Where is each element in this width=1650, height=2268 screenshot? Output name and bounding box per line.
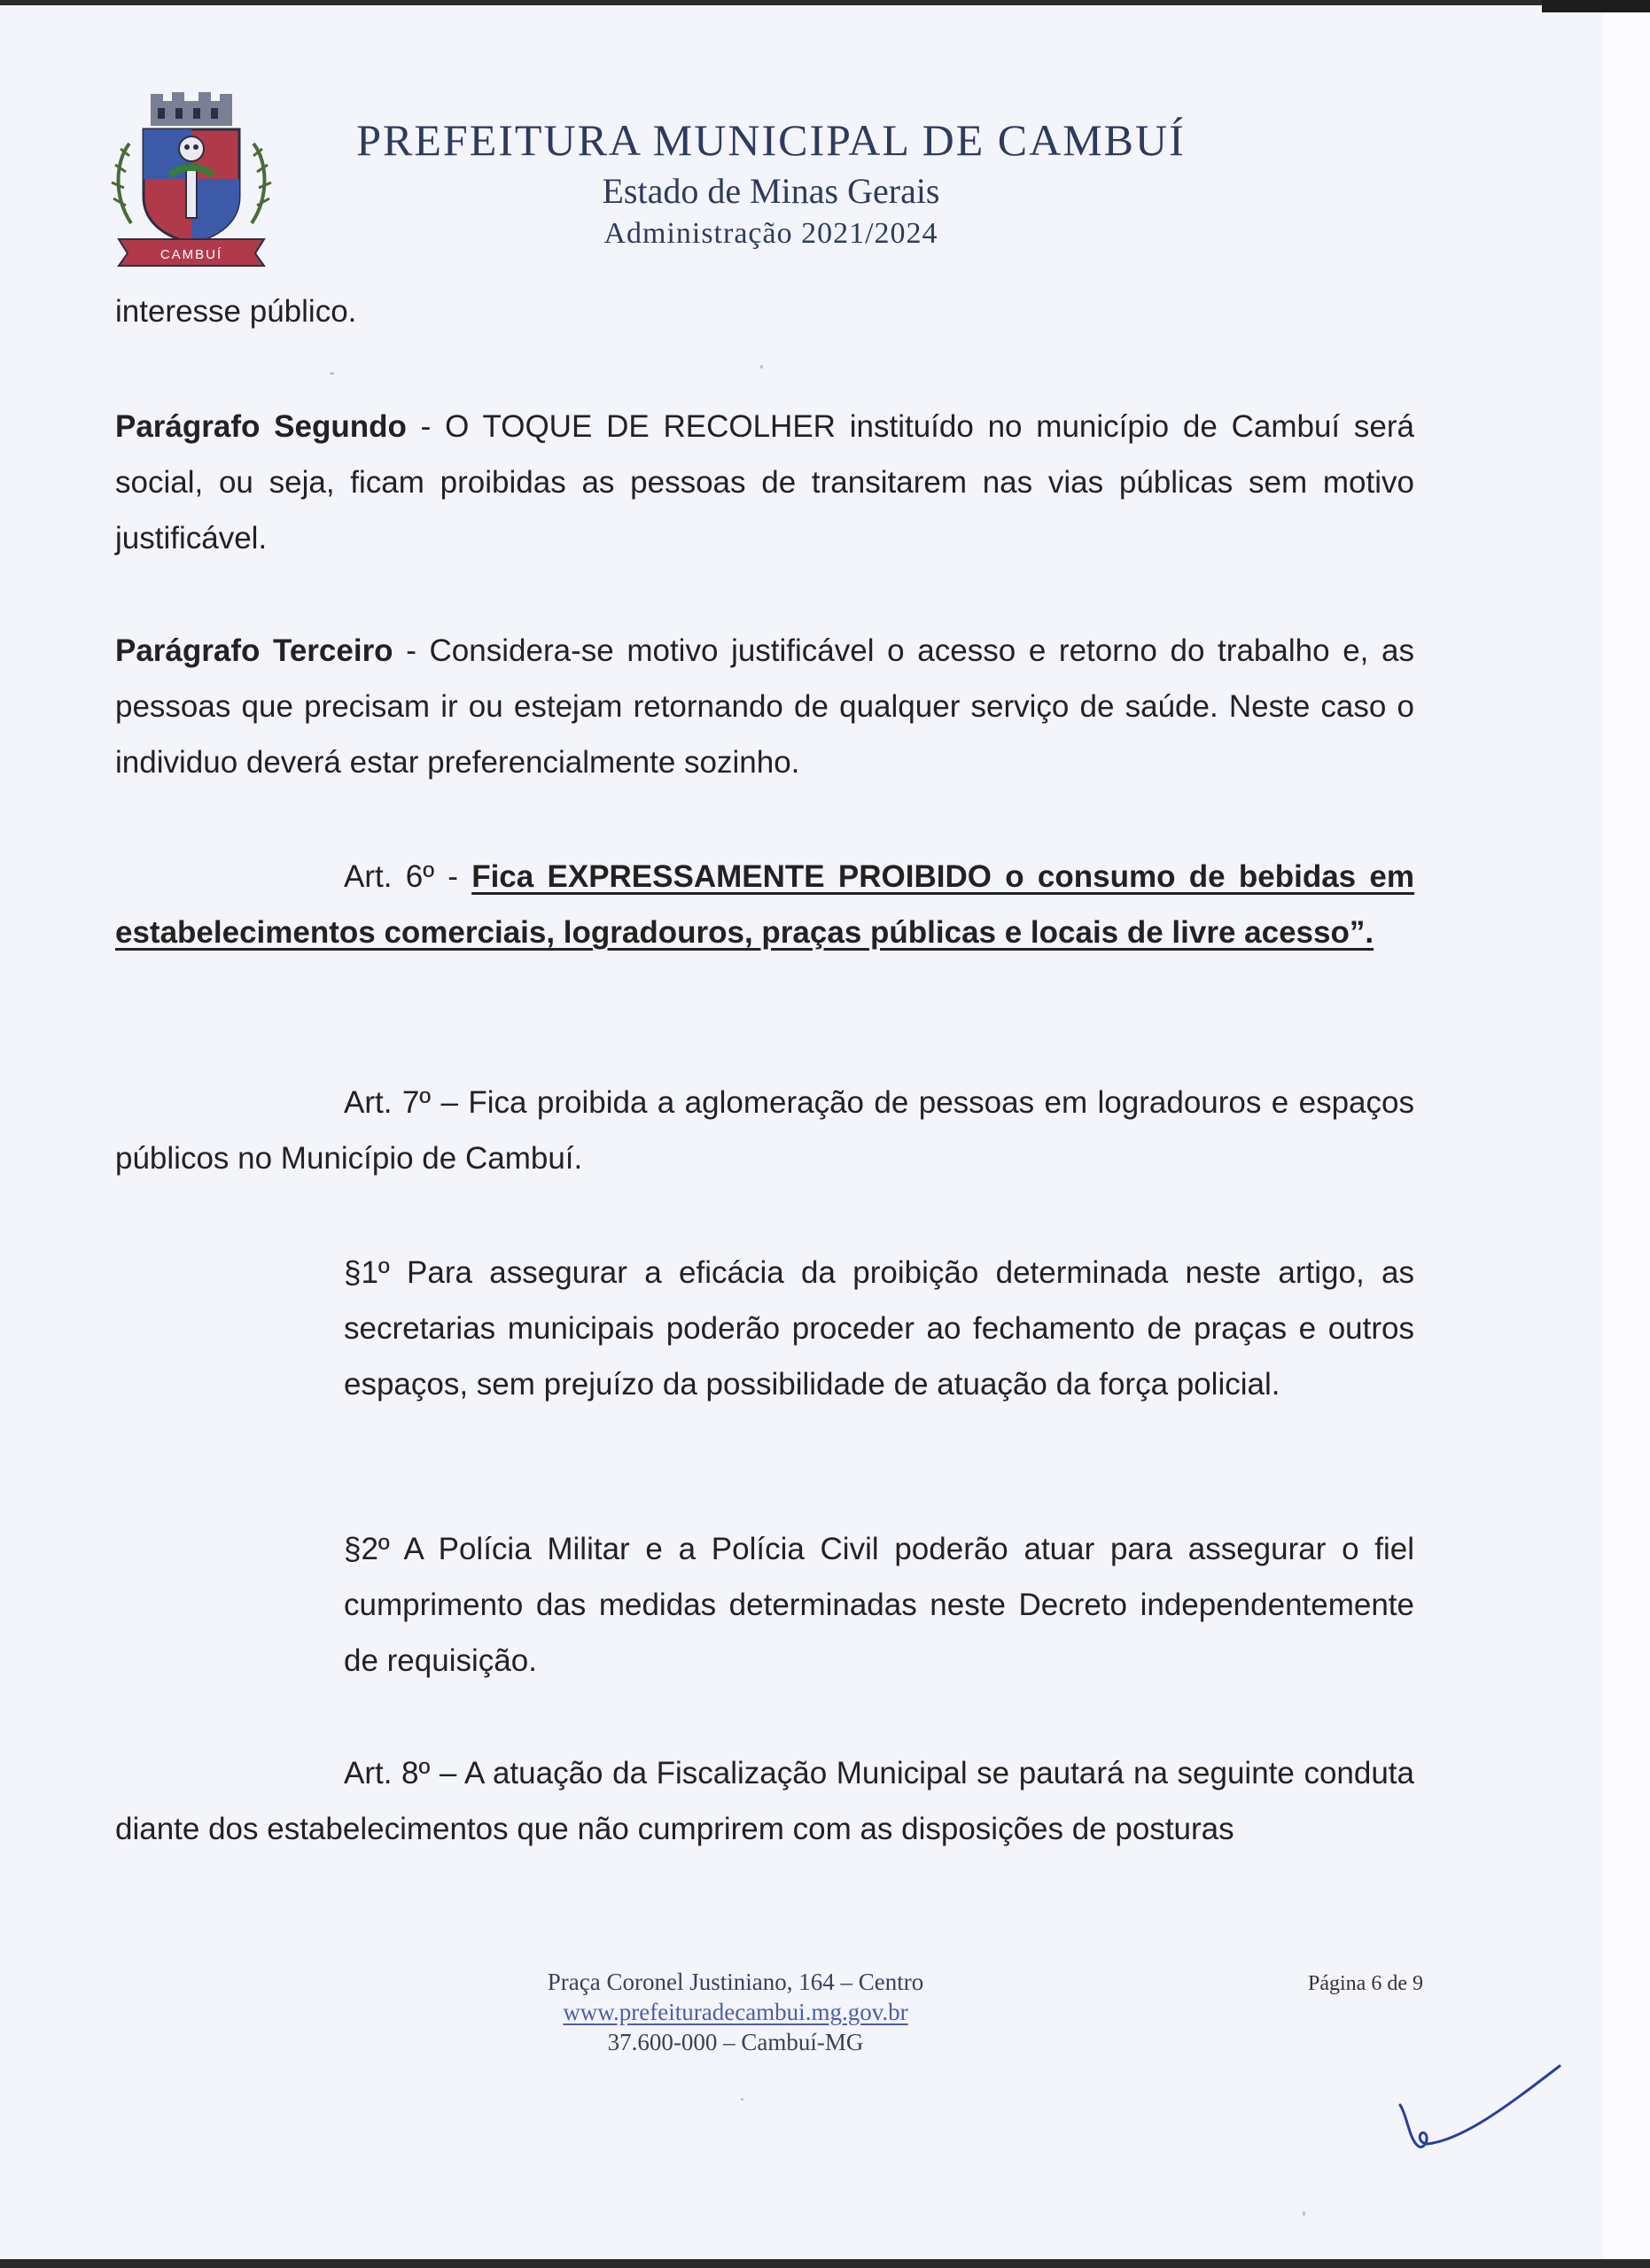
article-8-text: Art. 8º – A atuação da Fiscalização Municipal se pautará na seguinte conduta diante dos estabelecimentos que não cumprirem com as disposições de posturas [115, 1756, 1414, 1846]
article-6 [115, 849, 1414, 960]
paragraph-third [115, 623, 1414, 790]
article-7 [115, 1075, 1414, 1186]
coat-of-arms-icon [105, 90, 278, 268]
footer-address: Praça Coronel Justiniano, 164 – Centro [547, 1969, 924, 1995]
scan-speck [760, 365, 763, 369]
article-6-text: Fica EXPRESSAMENTE PROIBIDO o consumo de bebidas em estabelecimentos comerciais, logradouros, praças públicas e locais de livre acesso”. [115, 859, 1414, 950]
paragraph-second-text: - O TOQUE DE RECOLHER instituído no município de Cambuí será social, ou seja, ficam proibidas as pessoas de transitarem nas vias públicas sem motivo justificável. [115, 409, 1414, 555]
scan-speck [330, 372, 334, 375]
continuation-text: interesse público. [115, 294, 357, 329]
paragraph-second [115, 399, 1414, 566]
letterhead [284, 112, 1258, 253]
crest-banner-text: CAMBUÍ [160, 247, 223, 262]
letterhead-state: Estado de Minas Gerais [602, 171, 940, 211]
scan-margin [1602, 0, 1650, 2268]
scan-top-edge [0, 0, 1650, 5]
letterhead-title: PREFEITURA MUNICIPAL DE CAMBUÍ [356, 115, 1186, 165]
article-8 [115, 1745, 1414, 1857]
paragraph-second-label: Parágrafo Segundo [115, 409, 407, 444]
signature-mark [1391, 2054, 1568, 2160]
scan-speck [1303, 2211, 1305, 2216]
scan-bottom-edge [0, 2259, 1650, 2268]
footer-postal: 37.600-000 – Cambuí-MG [607, 2029, 864, 2055]
footer-address-block [425, 1967, 1046, 2057]
article-6-label: Art. 6º - [344, 859, 472, 894]
article-7-paragraph-2: §2º A Polícia Militar e a Polícia Civil poderão atuar para assegurar o fiel cumprimento das medidas determinadas neste Decreto independentemente de requisição. [344, 1532, 1414, 1678]
page-number: Página 6 de 9 [1308, 1972, 1423, 1995]
article-7-text: Art. 7º – Fica proibida a aglomeração de pessoas em logradouros e espaços públicos no Município de Cambuí. [115, 1085, 1414, 1176]
scan-top-edge-dark [1542, 0, 1650, 12]
paragraph-third-text: - Considera-se motivo justificável o acesso e retorno do trabalho e, as pessoas que precisam ir ou estejam retornando de qualquer serviço de saúde. Neste caso o individuo deverá estar preferencialmente sozinho. [115, 633, 1414, 780]
paragraph-third-label: Parágrafo Terceiro [115, 633, 393, 668]
footer-website-link[interactable]: www.prefeituradecambui.mg.gov.br [563, 1999, 908, 2025]
letterhead-administration: Administração 2021/2024 [603, 217, 938, 250]
scan-speck [741, 2098, 743, 2101]
article-7-paragraph-1: §1º Para assegurar a eficácia da proibição determinada neste artigo, as secretarias municipais poderão proceder ao fechamento de praças e outros espaços, sem prejuízo da possibilidade de atuação da força policial. [344, 1255, 1414, 1402]
